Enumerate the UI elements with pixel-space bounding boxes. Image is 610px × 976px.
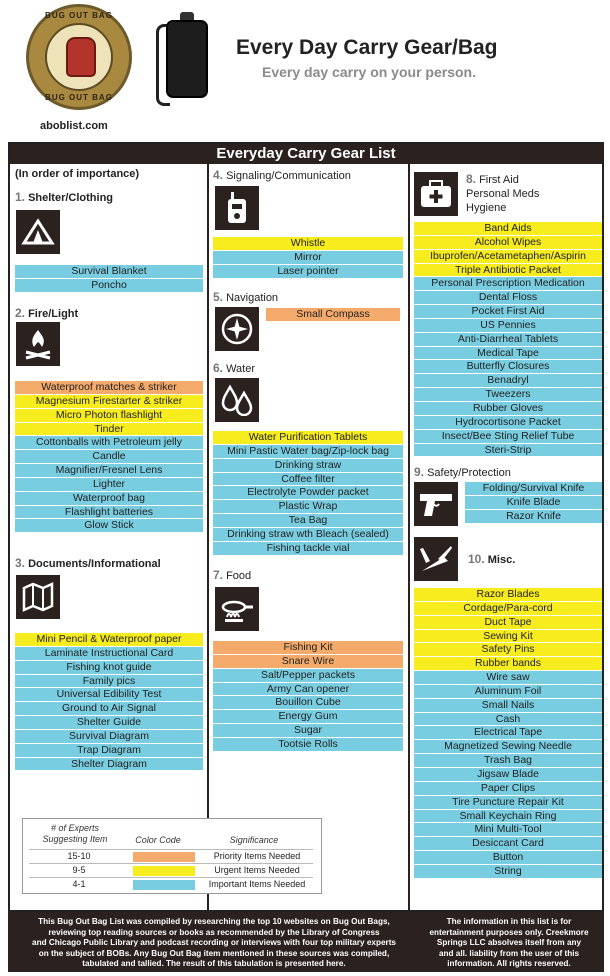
legend-row [29,849,313,863]
section-heading-signaling [213,168,351,182]
gear-item: Flashlight batteries [15,506,203,520]
legend-swatch-orange [133,852,195,862]
gear-item: Butterfly Closures [414,360,602,374]
signaling-item-list [213,237,403,279]
gear-list-frame [8,142,604,912]
water-drops-icon [215,378,259,422]
gear-item: Lighter [15,478,203,492]
color-legend [22,818,322,894]
gear-item: Cottonballs with Petroleum jelly [15,436,203,450]
gear-item: Fishing Kit [213,641,403,655]
gear-item: Hydrocortisone Packet [414,416,602,430]
edc-pouch-image [166,20,208,98]
gear-item: Drinking straw wth Bleach (sealed) [213,528,403,542]
gear-item: Trap Diagram [15,744,203,758]
cooking-pan-icon [215,587,259,631]
gear-item: Rubber Gloves [414,402,602,416]
gear-item: Mini Multi-Tool [414,823,602,837]
section-heading-fire [15,306,78,320]
gear-item: Universal Edibility Test [15,688,203,702]
gear-item: Band Aids [414,222,602,236]
gear-item: Rubber bands [414,657,602,671]
site-url: aboblist.com [40,120,108,132]
legend-label: Priority Items Needed [213,851,301,861]
radio-icon [215,186,259,230]
gear-item: Paper Clips [414,782,602,796]
gear-list-title: Everyday Carry Gear List [10,144,602,164]
legend-swatch-yellow [133,866,195,876]
gear-item: Personal Prescription Medication [414,277,602,291]
order-note: (In order of importance) [15,168,140,180]
gear-item: Survival Diagram [15,730,203,744]
gear-item: Tinder [15,423,203,437]
gear-item: Folding/Survival Knife [465,482,602,496]
logo-text-bottom: BUG OUT BAG [45,93,113,102]
section-title: Safety/Protection [427,467,511,479]
gear-item: Mini Pencil & Waterproof paper [15,633,203,647]
gear-item: Fishing knot guide [15,661,203,675]
gear-item: Shelter Guide [15,716,203,730]
food-item-list [213,641,403,752]
gear-item: Aluminum Foil [414,685,602,699]
gear-item: Small Keychain Ring [414,810,602,824]
gear-item: Snare Wire [213,655,403,669]
gear-item: Poncho [15,279,203,293]
gear-item: Insect/Bee Sting Relief Tube [414,430,602,444]
section-number: 9. [414,465,425,479]
section-heading-food [213,568,251,582]
gear-item: Desiccant Card [414,837,602,851]
section-number: 5. [213,290,224,304]
legend-row [29,863,313,877]
navigation-item-list [266,308,400,322]
gear-item: Mini Pastic Water bag/Zip-lock bag [213,445,403,459]
column-divider [207,164,209,910]
gear-item: Laminate Instructional Card [15,647,203,661]
gear-item: Energy Gum [213,710,403,724]
page-subtitle: Every day carry on your person. [262,64,476,80]
section-number: 2. [15,306,26,320]
footer-line: information. All rights reserved. [447,959,571,969]
footer-line: on the subject of BOBs. Any Bug Out Bag item mentioned in these sources was compiled, [38,948,390,958]
gear-item: Sugar [213,724,403,738]
footer-legal [424,917,594,970]
section-title: Signaling/Communication [226,170,351,182]
gear-item: Razor Knife [465,510,602,524]
legend-color-header: Color Code [135,835,181,845]
legend-swatch-teal [133,880,195,890]
gear-item: Whistle [213,237,403,251]
gear-item: Alcohol Wipes [414,236,602,250]
footer-line: This Bug Out Bag List was compiled by researching the top 10 websites on Bug Out Bags, [38,917,390,926]
section-heading-safety [414,465,511,479]
gear-item: Small Nails [414,699,602,713]
gear-item: Jigsaw Blade [414,768,602,782]
compass-icon [215,307,259,351]
section-heading-navigation [213,290,278,304]
gear-item: Cash [414,713,602,727]
gear-item: Dental Floss [414,291,602,305]
section-number: 3. [15,556,26,570]
section-title: Water [226,363,256,375]
campfire-icon [16,322,60,366]
gear-item: Plastic Wrap [213,500,403,514]
footer-line: entertainment purposes only. Creekmore [429,927,589,937]
gear-item: Wire saw [414,671,602,685]
section-heading-misc [468,552,515,566]
gear-item: US Pennies [414,319,602,333]
legend-experts-header [27,823,123,845]
gear-item: Family pics [15,675,203,689]
gear-item: Laser pointer [213,265,403,279]
section-title: Documents/Informational [28,558,161,570]
gear-item: Steri-Strip [414,444,602,458]
legend-col1-line2: Suggesting Item [42,834,108,844]
footer-methodology [24,917,404,970]
gear-item: Safety Pins [414,643,602,657]
logo-inner-badge [45,23,113,91]
gear-item: String [414,865,602,879]
gear-item: Tweezers [414,388,602,402]
legend-range: 15-10 [67,851,91,861]
section-heading-water [213,361,255,375]
gear-item: Medical Tape [414,347,602,361]
gear-item: Drinking straw [213,459,403,473]
gear-item: Ibuprofen/Acetametaphen/Aspirin [414,250,602,264]
gear-item: Coffee filter [213,473,403,487]
section-title: Misc. [487,554,516,566]
footer-line: and all. liability from the user of this [438,948,580,958]
legend-range: 9-5 [72,865,86,875]
gear-item: Cordage/Para-cord [414,602,602,616]
safety-item-list [465,482,602,524]
section-title: Food [226,570,252,582]
gear-item: Duct Tape [414,616,602,630]
gear-item: Shelter Diagram [15,758,203,772]
documents-item-list [15,633,203,771]
footer-line: tabulated and tallied. The result of this tabulation is presented here. [82,959,346,969]
gear-item: Survival Blanket [15,265,203,279]
legend-label: Urgent Items Needed [214,865,300,875]
legend-col1-line1: # of Experts [50,823,100,833]
gear-item: Sewing Kit [414,630,602,644]
gear-item: Ground to Air Signal [15,702,203,716]
gear-item: Fishing tackle vial [213,542,403,556]
gear-item: Waterproof matches & striker [15,381,203,395]
gear-item: Waterproof bag [15,492,203,506]
gear-item: Triple Antibiotic Packet [414,264,602,278]
gear-item: Anti-Diarrheal Tablets [414,333,602,347]
legend-range: 4-1 [72,879,86,889]
gear-item: Electrolyte Powder packet [213,486,403,500]
multitool-icon [414,537,458,581]
gear-item: Razor Blades [414,588,602,602]
gear-item: Candle [15,450,203,464]
legend-significance-header: Significance [229,835,279,845]
firstaid-item-list [414,222,602,457]
section-number: 4. [213,168,224,182]
footer-disclaimer [8,912,604,972]
gear-item: Bouillon Cube [213,696,403,710]
footer-line: and Chicago Public Library and podcast recording or interviews with four top military experts [32,938,396,948]
gear-item: Micro Photon flashlight [15,409,203,423]
logo-text-top: BUG OUT BAG [45,11,113,20]
section-number: 1. [15,190,26,204]
gear-item: Button [414,851,602,865]
footer-line: The information in this list is for [446,917,572,926]
footer-line: reviewing top reading sources or books as recommended by the Library of Congress [48,927,380,937]
section-heading-shelter [15,190,113,204]
gear-item: Magnesium Firestarter & striker [15,395,203,409]
gear-item: Tire Puncture Repair Kit [414,796,602,810]
fire-item-list [15,381,203,533]
column-divider [408,164,410,910]
gear-item: Benadryl [414,374,602,388]
gear-item: Tea Bag [213,514,403,528]
gear-item: Trash Bag [414,754,602,768]
shelter-item-list [15,265,203,293]
bug-out-bag-logo [26,4,132,110]
gear-item: Army Can opener [213,683,403,697]
gear-item: Glow Stick [15,519,203,533]
section-title-line: First Aid [479,174,519,186]
section-title: Fire/Light [28,308,79,320]
gear-item: Water Purification Tablets [213,431,403,445]
section-number: 10. [468,552,485,566]
handgun-icon [414,482,458,526]
gear-item: Electrical Tape [414,726,602,740]
section-title: Shelter/Clothing [28,192,114,204]
gear-item: Tootsie Rolls [213,738,403,752]
section-number: 8. [466,172,477,186]
gear-item: Knife Blade [465,496,602,510]
gear-item: Mirror [213,251,403,265]
gear-item: Pocket First Aid [414,305,602,319]
section-title: Navigation [226,292,279,304]
section-number: 6. [213,361,224,375]
misc-item-list [414,588,602,879]
section-title-line: Personal Meds [466,188,540,200]
gear-item: Magnetized Sewing Needle [414,740,602,754]
gear-item: Magnifier/Fresnel Lens [15,464,203,478]
legend-row [29,877,313,891]
section-number: 7. [213,568,224,582]
footer-line: Springs LLC absolves itself from any [436,938,582,948]
first-aid-kit-icon [414,172,458,216]
legend-label: Important Items Needed [208,879,306,889]
section-heading-documents [15,556,161,570]
map-icon [16,575,60,619]
section-title-line: Hygiene [466,202,507,214]
backpack-icon [66,37,96,77]
page-title: Every Day Carry Gear/Bag [236,36,498,59]
water-item-list [213,431,403,556]
tent-icon [16,210,60,254]
section-heading-firstaid [466,172,539,215]
gear-item: Small Compass [266,308,400,322]
gear-item: Salt/Pepper packets [213,669,403,683]
